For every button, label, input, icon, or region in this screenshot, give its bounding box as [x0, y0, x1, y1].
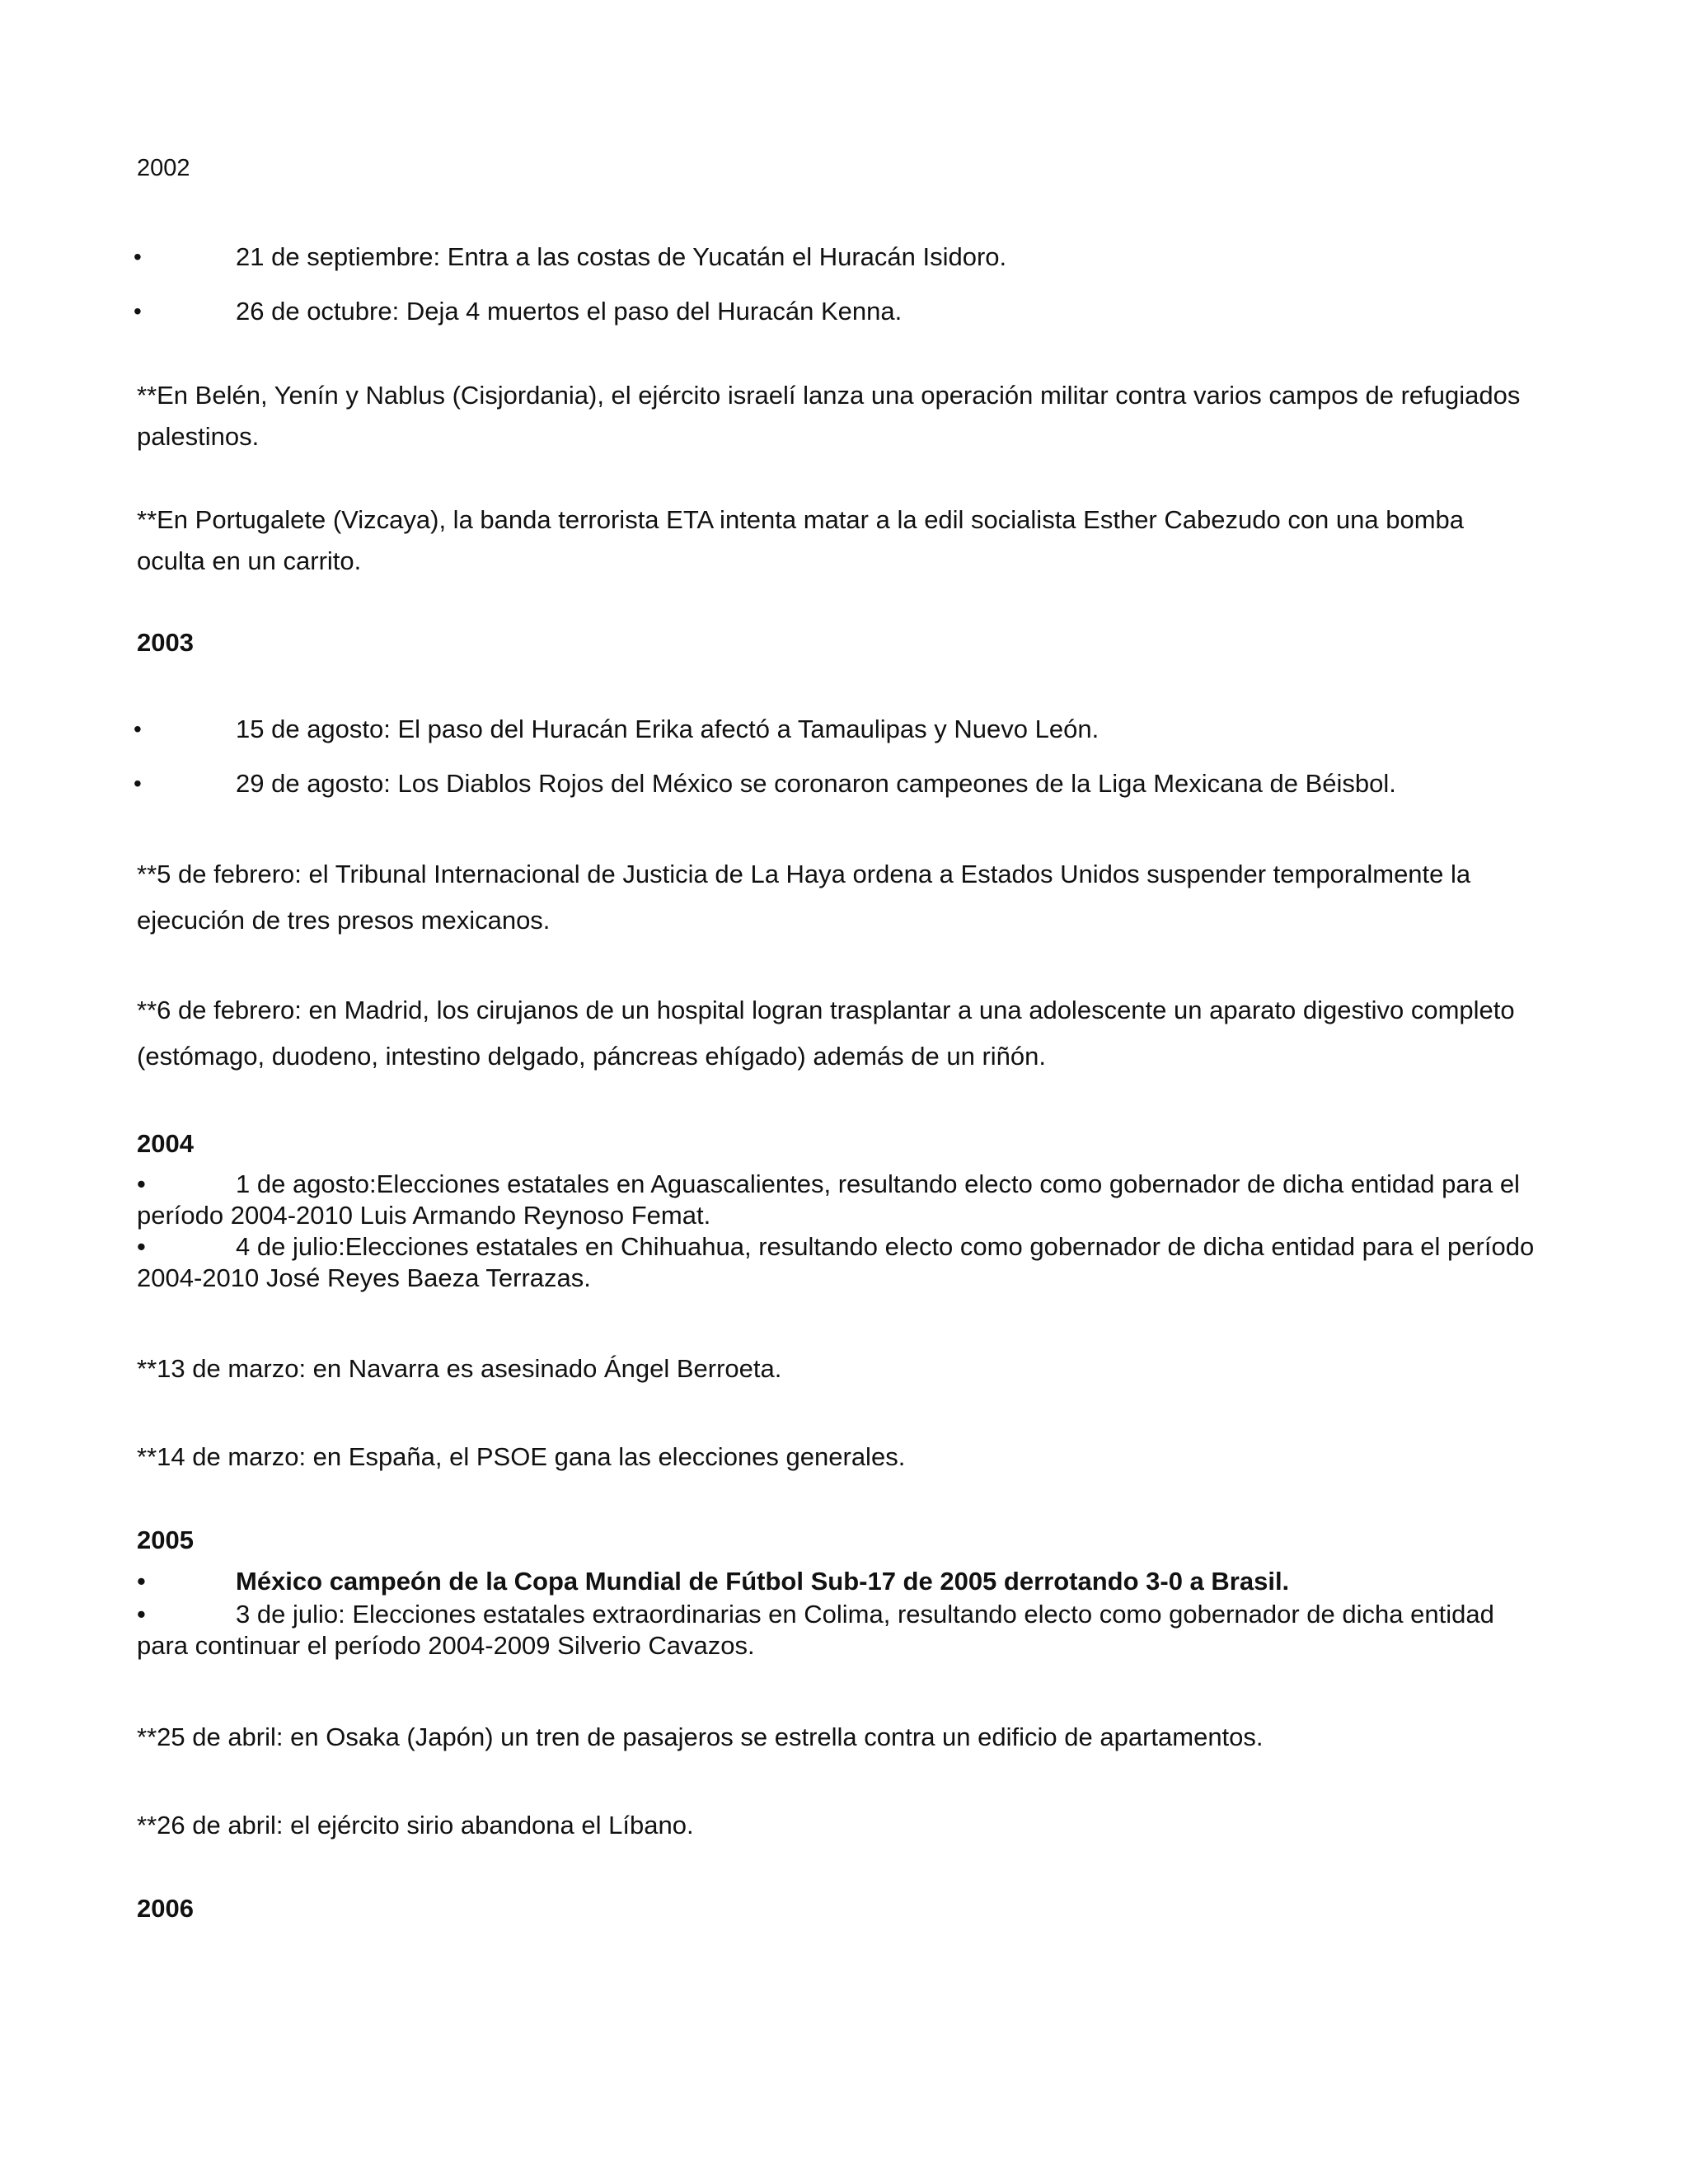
note-paragraph: **25 de abril: en Osaka (Japón) un tren de pasajeros se estrella contra un edificio de apartamentos.	[137, 1722, 1264, 1751]
list-item: • 3 de julio: Elecciones estatales extraordinarias en Colima, resultando electo como gobernador de dicha entidad para continuar el período 2004-2009 Silverio Cavazos.	[137, 1600, 1494, 1660]
note-paragraph: **5 de febrero: el Tribunal Internacional de Justicia de La Haya ordena a Estados Unidos suspender temporalmente la ejecución de tres presos mexicanos.	[137, 860, 1471, 935]
list-item: 26 de octubre: Deja 4 muertos el paso del Huracán Kenna.	[236, 297, 903, 326]
year-heading-2003: 2003	[137, 628, 194, 657]
note-paragraph: **26 de abril: el ejército sirio abandona el Líbano.	[137, 1811, 694, 1840]
bullet-icon: •	[134, 298, 142, 324]
list-item: 15 de agosto: El paso del Huracán Erika afectó a Tamaulipas y Nuevo León.	[236, 715, 1100, 743]
list-item: 21 de septiembre: Entra a las costas de Yucatán el Huracán Isidoro.	[236, 242, 1007, 271]
list-item: 29 de agosto: Los Diablos Rojos del México se coronaron campeones de la Liga Mexicana de Béisbol.	[236, 769, 1396, 798]
bullet-icon: •	[137, 1600, 146, 1629]
list-item: • México campeón de la Copa Mundial de Fútbol Sub-17 de 2005 derrotando 3-0 a Brasil.	[137, 1567, 1290, 1596]
bullet-icon: •	[134, 771, 142, 796]
note-paragraph: **6 de febrero: en Madrid, los cirujanos de un hospital logran trasplantar a una adolescente un aparato digestivo completo (estómago, duodeno, intestino delgado, páncreas ehígado) además de un riñón.	[137, 996, 1515, 1071]
bullet-icon: •	[134, 244, 142, 269]
year-heading-2005: 2005	[137, 1526, 194, 1554]
note-paragraph: **13 de marzo: en Navarra es asesinado Ángel Berroeta.	[137, 1354, 782, 1383]
note-paragraph: **En Portugalete (Vizcaya), la banda terrorista ETA intenta matar a la edil socialista Esther Cabezudo con una bomba oculta en un carrito.	[137, 505, 1465, 575]
bullet-icon: •	[134, 716, 142, 742]
year-heading-2004: 2004	[137, 1129, 194, 1158]
bullet-icon: •	[137, 1567, 146, 1596]
year-heading-2002: 2002	[137, 155, 190, 181]
note-paragraph: **14 de marzo: en España, el PSOE gana las elecciones generales.	[137, 1442, 906, 1471]
list-item: • 1 de agosto:Elecciones estatales en Aguascalientes, resultando electo como gobernador de dicha entidad para el período 2004-2010 Luis Armando Reynoso Femat.	[137, 1169, 1520, 1230]
note-paragraph: **En Belén, Yenín y Nablus (Cisjordania), el ejército israelí lanza una operación militar contra varios campos de refugiados palestinos.	[137, 381, 1521, 451]
bullet-icon: •	[137, 1232, 146, 1261]
year-heading-2006: 2006	[137, 1894, 194, 1923]
list-item: • 4 de julio:Elecciones estatales en Chihuahua, resultando electo como gobernador de dicha entidad para el período 2004-2010 José Reyes Baeza Terrazas.	[137, 1232, 1535, 1292]
bullet-icon: •	[137, 1169, 146, 1198]
